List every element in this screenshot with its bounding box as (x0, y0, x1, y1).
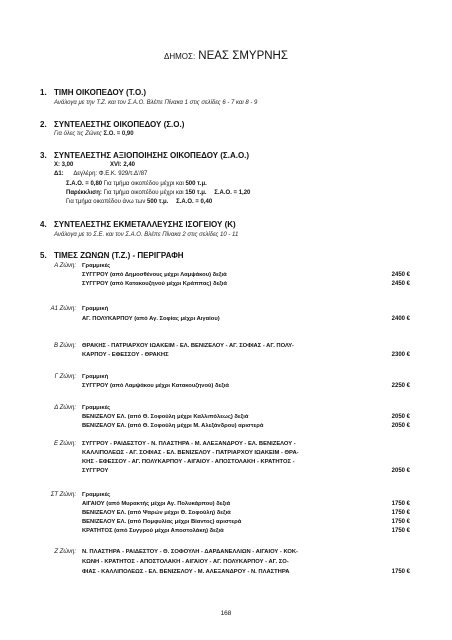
zone-line: ΚΗΣ - ΕΦΕΣΣΟΥ - ΑΓ. ΠΟΛΥΚΑΡΠΟΥ - ΑΙΓΑΙΟΥ - ΑΠΟΣΤΟΛΑΚΗ - ΚΡΑΤΗΤΟΣ - (82, 459, 295, 465)
zone-line: ΚΑΛΛΙΠΟΛΕΩΣ - ΑΓ. ΣΟΦΙΑΣ - ΕΛ. ΒΕΝΙΖΕΛΟΥ - ΠΑΤΡΙΑΡΧΟΥ ΙΩΑΚΕΙΜ - ΘΡΑ- (82, 450, 299, 456)
zone-line: ΣΥΓΓΡΟΥ (από Λαμψάκου μέχρι Κατακουζηνού) δεξιά (82, 383, 229, 389)
zone-line: ΒΕΝΙΖΕΛΟΥ ΕΛ. (από Θ. Σοφούλη μέχρι Καλλιπόλεως) δεξιά (82, 414, 249, 420)
zone-line: ΚΡΑΤΗΤΟΣ (από Συγγρού μέχρι Αποστολάκη) δεξιά (82, 528, 224, 534)
sao-row-2: Παρέκκλιση: Για τμήμα οικοπέδου μέχρι και 150 τ.μ. Σ.Α.Ο. = 1,20 (66, 190, 251, 196)
zone-price: 2050 € (391, 468, 410, 474)
zone-line: ΣΥΓΓΡΟΥ (από Δημοσθένους μέχρι Λαμψάκου) δεξιά (82, 272, 227, 278)
zone-price: 2250 € (391, 383, 410, 389)
zone-line: Γραμμικές (82, 263, 111, 269)
zone-label: Α Ζώνη: (54, 263, 76, 269)
zone-line: ΦΙΑΣ - ΚΑΛΛΙΠΟΛΕΩΣ - ΕΛ. ΒΕΝΙΖΕΛΟΥ - Μ. ΑΛΕΞΑΝΔΡΟΥ - Ν. ΠΛΑΣΤΗΡΑ (82, 569, 290, 575)
section-1-note: Ανάλογα με την Τ.Ζ. και τον Σ.Α.Ο. Βλέπε Πίνακα 1 στις σελίδες 6 - 7 και 8 - 9 (54, 100, 258, 106)
section-4-heading: 4. ΣΥΝΤΕΛΕΣΤΗΣ ΕΚΜΕΤΑΛΛΕΥΣΗΣ ΙΣΟΓΕΙΟΥ (Κ) (40, 220, 236, 229)
section-2-note: Για όλες τις Ζώνες Σ.Ο. = 0,90 (54, 131, 134, 137)
zone-line: Γραμμικές (82, 492, 111, 498)
zone-price: 2400 € (391, 316, 410, 322)
section-3-heading: 3. ΣΥΝΤΕΛΕΣΤΗΣ ΑΞΙΟΠΟΙΗΣΗΣ ΟΙΚΟΠΕΔΟΥ (Σ.Α.Ο.) (40, 151, 250, 160)
zone-line: ΣΥΓΓΡΟΥ - ΡΑΙΔΕΣΤΟΥ - Ν. ΠΛΑΣΤΗΡΑ - Μ. ΑΛΕΞΑΝΔΡΟΥ - ΕΛ. ΒΕΝΙΖΕΛΟΥ - (82, 441, 296, 447)
zone-line: Γραμμικές (82, 405, 111, 411)
zone-label: ΣΤ Ζώνη: (50, 492, 76, 498)
sao-xvi: XVI: 2,40 (110, 162, 136, 168)
page-title (0, 50, 452, 62)
zone-label: Α1 Ζώνη: (50, 306, 76, 312)
zone-label: Ζ Ζώνη: (54, 549, 76, 555)
zone-line: ΣΥΓΓΡΟΥ (82, 468, 109, 474)
zone-line: ΒΕΝΙΖΕΛΟΥ ΕΛ. (από Θ. Σοφούλη μέχρι Μ. Αλεξάνδρου) αριστερά (82, 423, 264, 429)
zone-line: Γραμμική (82, 374, 109, 380)
zone-price: 2050 € (391, 423, 410, 429)
zone-line: Γραμμική (82, 306, 109, 312)
section-4-note: Ανάλογα με το Σ.Ε. και τον Σ.Α.Ο. Βλέπε Πίνακα 2 στις σελίδες 10 - 11 (54, 232, 239, 238)
zone-line: ΚΑΡΠΟΥ - ΕΦΕΣΣΟΥ - ΘΡΑΚΗΣ (82, 352, 169, 358)
zone-line: Ν. ΠΛΑΣΤΗΡΑ - ΡΑΙΔΕΣΤΟΥ - Θ. ΣΟΦΟΥΛΗ - ΔΑΡΔΑΝΕΛΛΙΩΝ - ΑΙΓΑΙΟΥ - ΚΟΚ- (82, 549, 298, 555)
sao-x: Χ: 3,00 (54, 162, 74, 168)
zone-line: ΚΩΝΗ - ΚΡΑΤΗΤΟΣ - ΑΠΟΣΤΟΛΑΚΗ - ΑΙΓΑΙΟΥ - ΑΓ. ΠΟΛΥΚΑΡΠΟΥ - ΑΓ. ΣΟ- (82, 559, 289, 565)
zone-price: 2450 € (391, 281, 410, 287)
sao-row-1: Σ.Α.Ο. = 0,80 Για τμήμα οικοπέδου μέχρι και 500 τ.μ. (66, 181, 207, 187)
zone-label: Γ Ζώνη: (54, 374, 76, 380)
zone-label: Δ Ζώνη: (54, 405, 76, 411)
zone-line: ΑΙΓΑΙΟΥ (από Μυρακτής μέχρι Αγ. Πολυκάρπου) δεξιά (82, 501, 231, 507)
zone-price: 2450 € (391, 272, 410, 278)
zone-price: 1750 € (391, 510, 410, 516)
zone-label: Ε Ζώνη: (53, 441, 76, 447)
section-2-heading: 2. ΣΥΝΤΕΛΕΣΤΗΣ ΟΙΚΟΠΕΔΟΥ (Σ.Ο.) (40, 120, 185, 129)
zone-line: ΣΥΓΓΡΟΥ (από Κατακουζηνού μέχρι Κράππας) δεξιά (82, 281, 227, 287)
municipality-name: ΝΕΑΣ ΣΜΥΡΝΗΣ (198, 50, 288, 62)
zone-line: ΑΓ. ΠΟΛΥΚΑΡΠΟΥ (από Αγ. Σοφίας μέχρι Αιγαίου) (82, 316, 220, 322)
zone-price: 2300 € (391, 352, 410, 358)
sao-row-3: Για τμήμα οικοπέδου άνω των 500 τ.μ. Σ.Α.Ο. = 0,40 (66, 199, 213, 205)
zone-price: 1750 € (391, 569, 410, 575)
zone-price: 1750 € (391, 501, 410, 507)
zone-line: ΒΕΝΙΖΕΛΟΥ ΕΛ. (από Πομφυλίας μέχρι Βίαντος) αριστερά (82, 519, 242, 525)
page-number: 168 (220, 610, 232, 617)
zone-price: 2050 € (391, 414, 410, 420)
section-1-heading: 1. ΤΙΜΗ ΟΙΚΟΠΕΔΟΥ (Τ.Ο.) (40, 88, 147, 97)
zone-price: 1750 € (391, 519, 410, 525)
zone-price: 1750 € (391, 528, 410, 534)
sao-d1: Δ1: Δεγλέρη: Φ.Ε.Κ. 929/τ.Δ'/87 (54, 171, 148, 177)
zone-label: Β Ζώνη: (53, 343, 76, 349)
zone-line: ΘΡΑΚΗΣ - ΠΑΤΡΙΑΡΧΟΥ ΙΩΑΚΕΙΜ - ΕΛ. ΒΕΝΙΖΕΛΟΥ - ΑΓ. ΣΟΦΙΑΣ - ΑΓ. ΠΟΛΥ- (82, 343, 294, 349)
section-5-heading: 5. ΤΙΜΕΣ ΖΩΝΩΝ (Τ.Ζ.) - ΠΕΡΙΓΡΑΦΗ (40, 251, 184, 260)
title-prefix: ΔΗΜΟΣ: (164, 52, 196, 61)
zone-line: ΒΕΝΙΖΕΛΟΥ ΕΛ. (από Ψαρών μέχρι Θ. Σοφούλη) δεξιά (82, 510, 231, 516)
